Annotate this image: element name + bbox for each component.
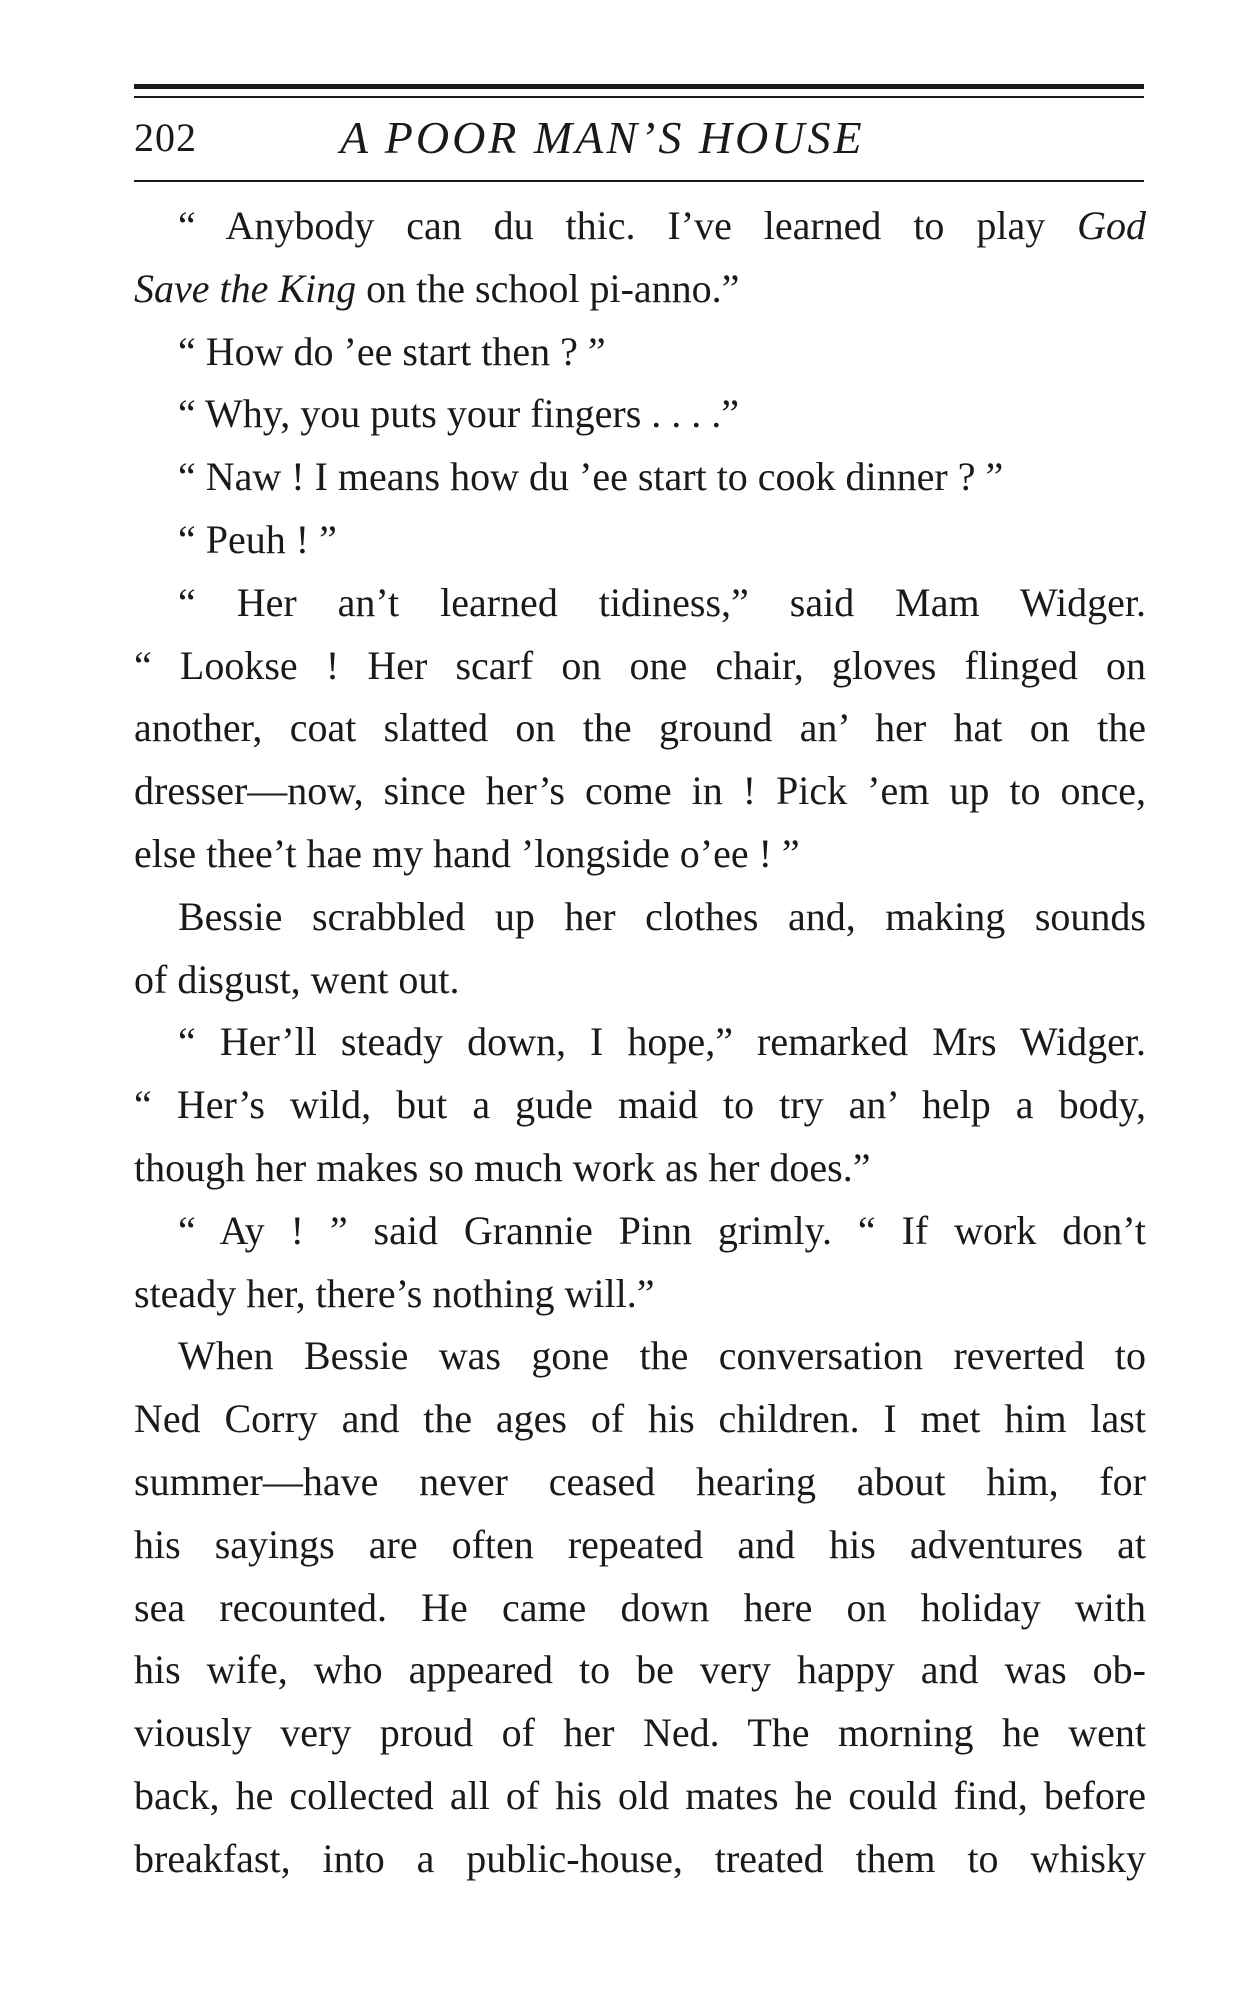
text-line: though her makes so much work as her does.” — [134, 1144, 871, 1190]
body-text — [134, 195, 1146, 1891]
text-line: breakfast, into a public-house, treated them to whisky — [134, 1835, 1146, 1881]
italic-title: God — [1077, 203, 1146, 248]
text-line: sea recounted. He came down here on holiday with — [134, 1584, 1146, 1630]
text-line: “ Her an’t learned tidiness,” said Mam Widger. — [178, 579, 1146, 625]
text-line: viously very proud of her Ned. The morning he went — [134, 1710, 1146, 1756]
text-line: Bessie scrabbled up her clothes and, making sounds — [178, 893, 1146, 939]
text-line: “ Anybody can du thic. I’ve learned to play God — [178, 203, 1146, 248]
text-line: dresser—now, since her’s come in ! Pick ’em up to once, — [134, 768, 1146, 814]
text-line: another, coat slatted on the ground an’ her hat on the — [134, 705, 1146, 751]
text-line: his sayings are often repeated and his adventures at — [134, 1521, 1146, 1567]
text-line: When Bessie was gone the conversation reverted to — [178, 1333, 1146, 1379]
text-line: “ Her’ll steady down, I hope,” remarked Mrs Widger. — [178, 1019, 1146, 1065]
text-line: “ Ay ! ” said Grannie Pinn grimly. “ If work don’t — [178, 1207, 1146, 1253]
page-number: 202 — [134, 115, 197, 160]
text-line: steady her, there’s nothing will.” — [134, 1270, 655, 1316]
text-line: his wife, who appeared to be very happy and was ob- — [134, 1647, 1146, 1693]
text-line: summer—have never ceased hearing about him, for — [134, 1458, 1146, 1504]
header-rule-thin — [134, 96, 1144, 98]
text-line: “ Why, you puts your fingers . . . .” — [178, 391, 740, 437]
text-line: “ Her’s wild, but a gude maid to try an’ help a body, — [134, 1082, 1146, 1128]
text-line: “ Peuh ! ” — [178, 516, 337, 562]
text-line: “ How do ’ee start then ? ” — [178, 328, 606, 374]
text-line: “ Lookse ! Her scarf on one chair, gloves flinged on — [134, 642, 1146, 688]
italic-title: Save the King — [134, 265, 357, 311]
text-line: of disgust, went out. — [134, 956, 460, 1002]
text-line: “ Naw ! I means how du ’ee start to cook dinner ? ” — [178, 454, 1004, 500]
text-line: Ned Corry and the ages of his children. I met him last — [134, 1396, 1146, 1442]
text-line: else thee’t hae my hand ’longside o’ee ! ” — [134, 830, 800, 876]
text-line: Save the King on the school pi-anno.” — [134, 265, 740, 311]
header-rule-bottom — [134, 180, 1144, 182]
running-title: A POOR MAN’S HOUSE — [340, 112, 865, 163]
header-rule-thick — [134, 84, 1144, 89]
text-line: back, he collected all of his old mates he could find, before — [134, 1772, 1146, 1818]
